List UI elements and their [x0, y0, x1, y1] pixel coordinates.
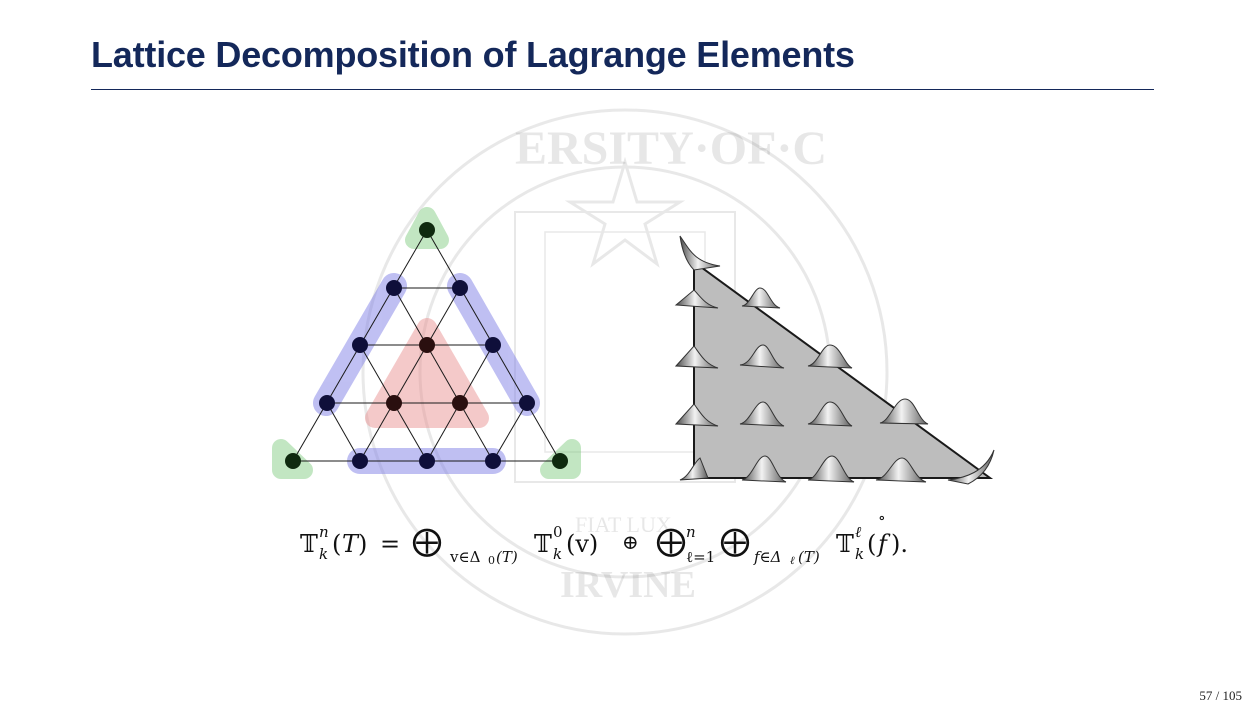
seal-bottom-text: IRVINE	[560, 564, 696, 606]
formula-oplus: ⊕	[622, 530, 639, 554]
formula-sub-k-2: k	[553, 545, 563, 563]
formula-sub-T-2: (T)	[798, 548, 820, 566]
formula-sub-f: f∈Δ	[754, 548, 782, 566]
lattice-node	[352, 337, 368, 353]
formula-bigoplus-1: ⨁	[412, 524, 442, 559]
lattice-node	[485, 453, 501, 469]
lattice-node	[319, 395, 335, 411]
formula-f-close: ).	[891, 530, 908, 558]
formula-bigoplus-2: ⨁	[656, 524, 686, 559]
formula-T-bb-2: 𝕋	[534, 530, 552, 558]
slide-title: Lattice Decomposition of Lagrange Elements	[91, 34, 855, 75]
formula-bigoplus-3: ⨁	[720, 524, 750, 559]
formula-sup-n-2: n	[686, 523, 696, 541]
formula-T: T	[342, 530, 359, 558]
formula-sub-T-1: (T)	[496, 548, 518, 566]
formula-open: (	[332, 530, 342, 558]
formula-sup-n: n	[319, 523, 329, 541]
basis-function-surface-plot	[668, 228, 998, 488]
lattice-node	[386, 280, 402, 296]
lattice-node	[419, 337, 435, 353]
seal-motto: FIAT LUX	[575, 512, 672, 537]
lattice-node	[419, 222, 435, 238]
reference-triangle-face	[694, 262, 990, 478]
lattice-node	[485, 337, 501, 353]
formula-sub-v: v∈Δ	[450, 548, 481, 566]
formula-sup-ell: ℓ	[855, 523, 862, 541]
formula-f: f	[878, 530, 887, 558]
vertex-spike	[680, 236, 720, 270]
formula-T-bb-3: 𝕋	[836, 530, 854, 558]
seal-top-text: ERSITY·OF·C	[515, 122, 828, 175]
formula-ell-range: ℓ=1	[686, 548, 716, 566]
lattice-node	[552, 453, 568, 469]
formula-sub-k: k	[319, 545, 329, 563]
lattice-line	[327, 403, 360, 461]
formula-f-ring: ∘	[878, 508, 886, 527]
decomposition-formula	[300, 508, 960, 580]
page-number: 57 / 105	[1199, 688, 1242, 703]
lattice-node	[452, 280, 468, 296]
lattice-line	[493, 403, 527, 461]
formula-f-open: (	[867, 530, 877, 558]
lattice-node	[386, 395, 402, 411]
lattice-node	[285, 453, 301, 469]
formula-full-text	[300, 600, 327, 601]
formula-sub-0: 0	[488, 554, 495, 567]
formula-sub-k-3: k	[855, 545, 865, 563]
lattice-triangle-diagram	[262, 198, 592, 488]
formula-sup-0: 0	[553, 523, 563, 541]
bump-function	[742, 288, 780, 308]
lattice-node	[452, 395, 468, 411]
lattice-node	[519, 395, 535, 411]
formula-v: (v)	[566, 530, 599, 558]
formula-sub-ell: ℓ	[790, 554, 795, 567]
lattice-node	[419, 453, 435, 469]
formula-equals: =	[380, 530, 401, 558]
formula-T-bb: 𝕋	[300, 530, 318, 558]
formula-close: )	[358, 530, 368, 558]
title-rule	[91, 89, 1154, 90]
lattice-node	[352, 453, 368, 469]
